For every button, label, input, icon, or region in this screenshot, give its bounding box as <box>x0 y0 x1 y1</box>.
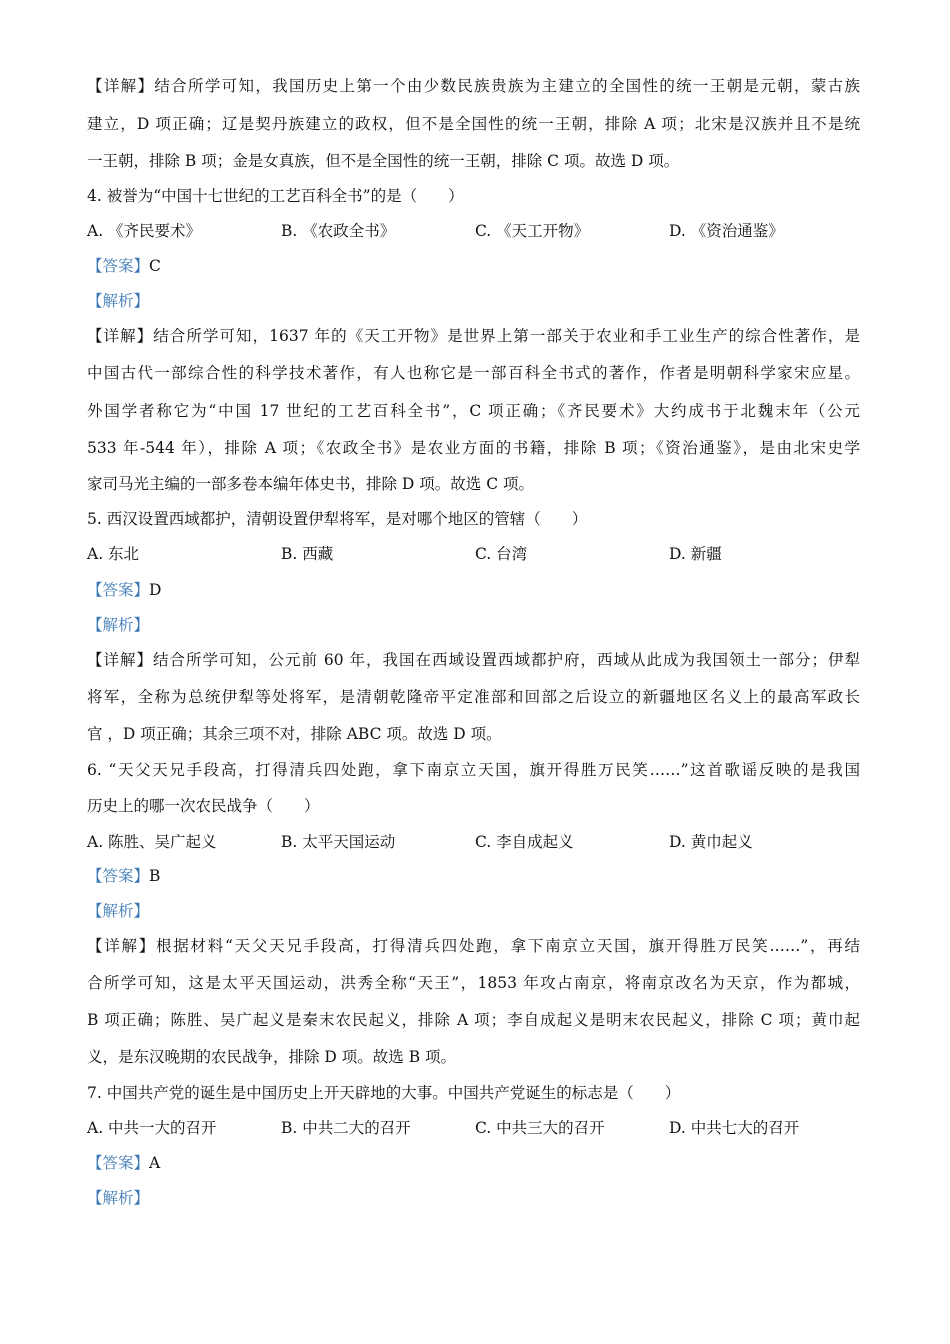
detail-line: 家司马光主编的一部多卷本编年体史书，排除 D 项。故选 C 项。 <box>87 475 534 493</box>
option-d: D. 中共七大的召开 <box>669 1119 800 1137</box>
detail-line: 中国古代一部综合性的科学技术著作，有人也称它是一部百科全书式的著作，作者是明朝科学家宋应星。 <box>87 364 860 382</box>
answer-value: C <box>149 257 161 275</box>
detail-line: 官 ，D 项正确；其余三项不对，排除 ABC 项。故选 D 项。 <box>87 725 502 743</box>
detail-line: 【详解】结合所学可知，1637 年的《天工开物》是世界上第一部关于农业和手工业生产的综合性著作，是 <box>87 327 860 345</box>
option-c: C. 李自成起义 <box>475 833 574 851</box>
options-row <box>87 542 860 566</box>
detail-label: 【详解】 <box>87 651 153 669</box>
option-a: A. 《齐民要术》 <box>87 222 202 240</box>
option-b: B. 《农政全书》 <box>281 222 396 240</box>
question-stem: 历史上的哪一次农民战争（ ） <box>87 797 320 815</box>
answer-label: 【答案】 <box>87 581 150 599</box>
option-a: A. 东北 <box>87 545 140 563</box>
options-row <box>87 219 860 243</box>
option-d: D. 《资治通鉴》 <box>669 222 784 240</box>
option-a: A. 陈胜、吴广起义 <box>87 833 217 851</box>
answer-label: 【答案】 <box>87 257 150 275</box>
options-row <box>87 830 860 854</box>
answer-label: 【答案】 <box>87 1154 150 1172</box>
options-row <box>87 1116 860 1140</box>
analysis-label: 【解析】 <box>87 616 150 634</box>
answer-line <box>87 254 860 278</box>
answer-line <box>87 1151 860 1175</box>
analysis-label: 【解析】 <box>87 292 150 310</box>
answer-value: B <box>149 867 161 885</box>
option-d: D. 黄巾起义 <box>669 833 753 851</box>
detail-label: 【详解】 <box>87 77 155 95</box>
question-stem: 7. 中国共产党的诞生是中国历史上开天辟地的大事。中国共产党诞生的标志是（ ） <box>87 1084 681 1102</box>
detail-label: 【详解】 <box>87 937 156 955</box>
detail-line: 533 年-544 年），排除 A 项；《农政全书》是农业方面的书籍，排除 B 项；《资治通鉴》，是由北宋史学 <box>87 439 860 457</box>
option-b: B. 中共二大的召开 <box>281 1119 411 1137</box>
detail-line: 【详解】结合所学可知，我国历史上第一个由少数民族贵族为主建立的全国性的统一王朝是元朝，蒙古族 <box>87 77 860 95</box>
answer-line <box>87 864 860 888</box>
detail-line: 【详解】根据材料“天父天兄手段高，打得清兵四处跑，拿下南京立天国，旗开得胜万民笑……”，再结 <box>87 937 860 955</box>
answer-value: D <box>149 581 162 599</box>
detail-line: 外国学者称它为“中国 17 世纪的工艺百科全书”，C 项正确；《齐民要术》大约成书于北魏末年（公元 <box>87 402 860 420</box>
answer-value: A <box>149 1154 161 1172</box>
detail-label: 【详解】 <box>87 327 154 345</box>
question-stem: 4. 被誉为“中国十七世纪的工艺百科全书”的是（ ） <box>87 187 464 205</box>
option-b: B. 太平天国运动 <box>281 833 396 851</box>
detail-line: 合所学可知，这是太平天国运动，洪秀全称“天王”，1853 年攻占南京，将南京改名为天京，作为都城， <box>87 974 860 992</box>
detail-line: 将军，全称为总统伊犁等处将军，是清朝乾隆帝平定准部和回部之后设立的新疆地区名义上的最高军政长 <box>87 688 860 706</box>
detail-line: 义，是东汉晚期的农民战争，排除 D 项。故选 B 项。 <box>87 1048 457 1066</box>
option-a: A. 中共一大的召开 <box>87 1119 217 1137</box>
question-stem: 5. 西汉设置西域都护，清朝设置伊犁将军，是对哪个地区的管辖（ ） <box>87 510 588 528</box>
detail-line: B 项正确；陈胜、吴广起义是秦末农民起义，排除 A 项；李自成起义是明末农民起义，排除 C 项；黄巾起 <box>87 1011 860 1029</box>
option-b: B. 西藏 <box>281 545 334 563</box>
answer-line <box>87 578 860 602</box>
detail-line: 建立，D 项正确；辽是契丹族建立的政权，但不是全国性的统一王朝，排除 A 项；北宋是汉族并且不是统 <box>87 115 860 133</box>
analysis-label: 【解析】 <box>87 902 150 920</box>
option-c: C. 台湾 <box>475 545 528 563</box>
answer-label: 【答案】 <box>87 867 150 885</box>
question-stem: 6. “天父天兄手段高，打得清兵四处跑，拿下南京立天国，旗开得胜万民笑……”这首歌谣反映的是我国 <box>87 761 860 779</box>
option-d: D. 新疆 <box>669 545 722 563</box>
detail-line: 一王朝，排除 B 项；金是女真族，但不是全国性的统一王朝，排除 C 项。故选 D 项。 <box>87 152 680 170</box>
analysis-label: 【解析】 <box>87 1189 150 1207</box>
option-c: C. 中共三大的召开 <box>475 1119 605 1137</box>
option-c: C. 《天工开物》 <box>475 222 590 240</box>
detail-line: 【详解】结合所学可知，公元前 60 年，我国在西域设置西域都护府，西域从此成为我国领土一部分；伊犁 <box>87 651 860 669</box>
